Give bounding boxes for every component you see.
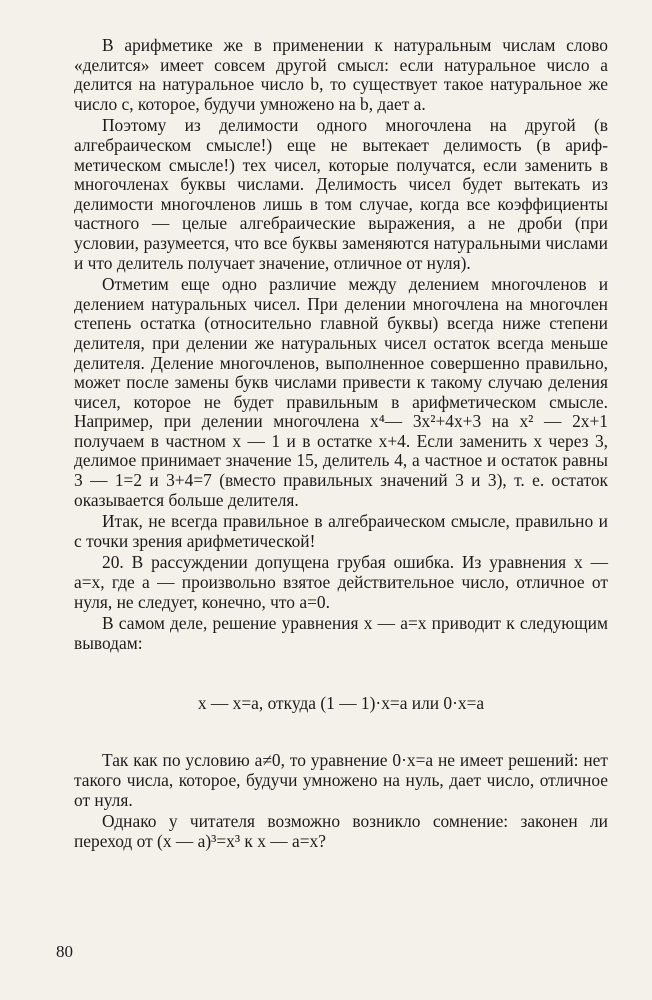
display-formula: x — x=a, откуда (1 — 1)·x=a или 0·x=a: [197, 693, 485, 714]
paragraph-problem-20: 20. В рассуждении допущена грубая ошибка. Из уравнения x — a=x, где a — произвольно взятое действительное число, отличное от нуля, не следует, конечно, что a=0.: [74, 552, 608, 612]
paragraph-solution-intro: В самом деле, решение уравнения x — a=x приводит к следующим выводам:: [74, 613, 608, 653]
paragraph-polynomial-divisibility: Поэтому из делимости одного многочлена на другой (в алгебраическом смысле!) еще не вытекает делимость (в арифметическом смысле!) тех чисел, которые получатся, если заменить в многочленах буквы числами. Делимость чисел будет вытекать из делимости многочленов лишь в том случае, когда все коэффициенты частного — целые алгебраические выражения, а не дроби (при условии, разумеется, что все буквы заменяются натуральными числами и что делитель получает значение, отличное от нуля).: [74, 115, 608, 273]
page-number: 80: [56, 942, 73, 961]
paragraph-no-solutions: Так как по условию a≠0, то уравнение 0·x=a не имеет решений: нет такого числа, которое, будучи умножено на нуль, дает число, отличное от нуля.: [74, 750, 608, 810]
paragraph-doubt: Однако у читателя возможно возникло сомнение: законен ли переход от (x — a)³=x³ к x — a=x?: [74, 811, 608, 851]
paragraph-arithmetic-divisibility: В арифметике же в применении к натуральным числам слово «делится» имеет совсем другой смысл: если натуральное число a делится на натуральное число b, то существует такое натуральное же число c, которое, будучи умножено на b, дает a.: [74, 35, 608, 114]
paragraph-division-difference: Отметим еще одно различие между делением многочленов и делением натуральных чисел. При делении многочлена на многочлен степень остатка (относительно главной буквы) всегда ниже степени делителя, при делении же натуральных чисел остаток всегда меньше делителя. Деление многочленов, выполненное совершенно правильно, может после замены букв числами привести к такому случаю деления чисел, которое не будет правильным в арифметическом смысле. Например, при делении многочлена x⁴— 3x²+4x+3 на x² — 2x+1 получаем в частном x — 1 и в остатке x+4. Если заменить x через 3, делимое принимает значение 15, делитель 4, а частное и остаток равны 3 — 1=2 и 3+4=7 (вместо правильных значений 3 и 3), т. е. остаток оказывается больше делителя.: [74, 274, 608, 510]
paragraph-conclusion: Итак, не всегда правильное в алгебраическом смысле, правильно и с точки зрения арифметической!: [74, 511, 608, 551]
